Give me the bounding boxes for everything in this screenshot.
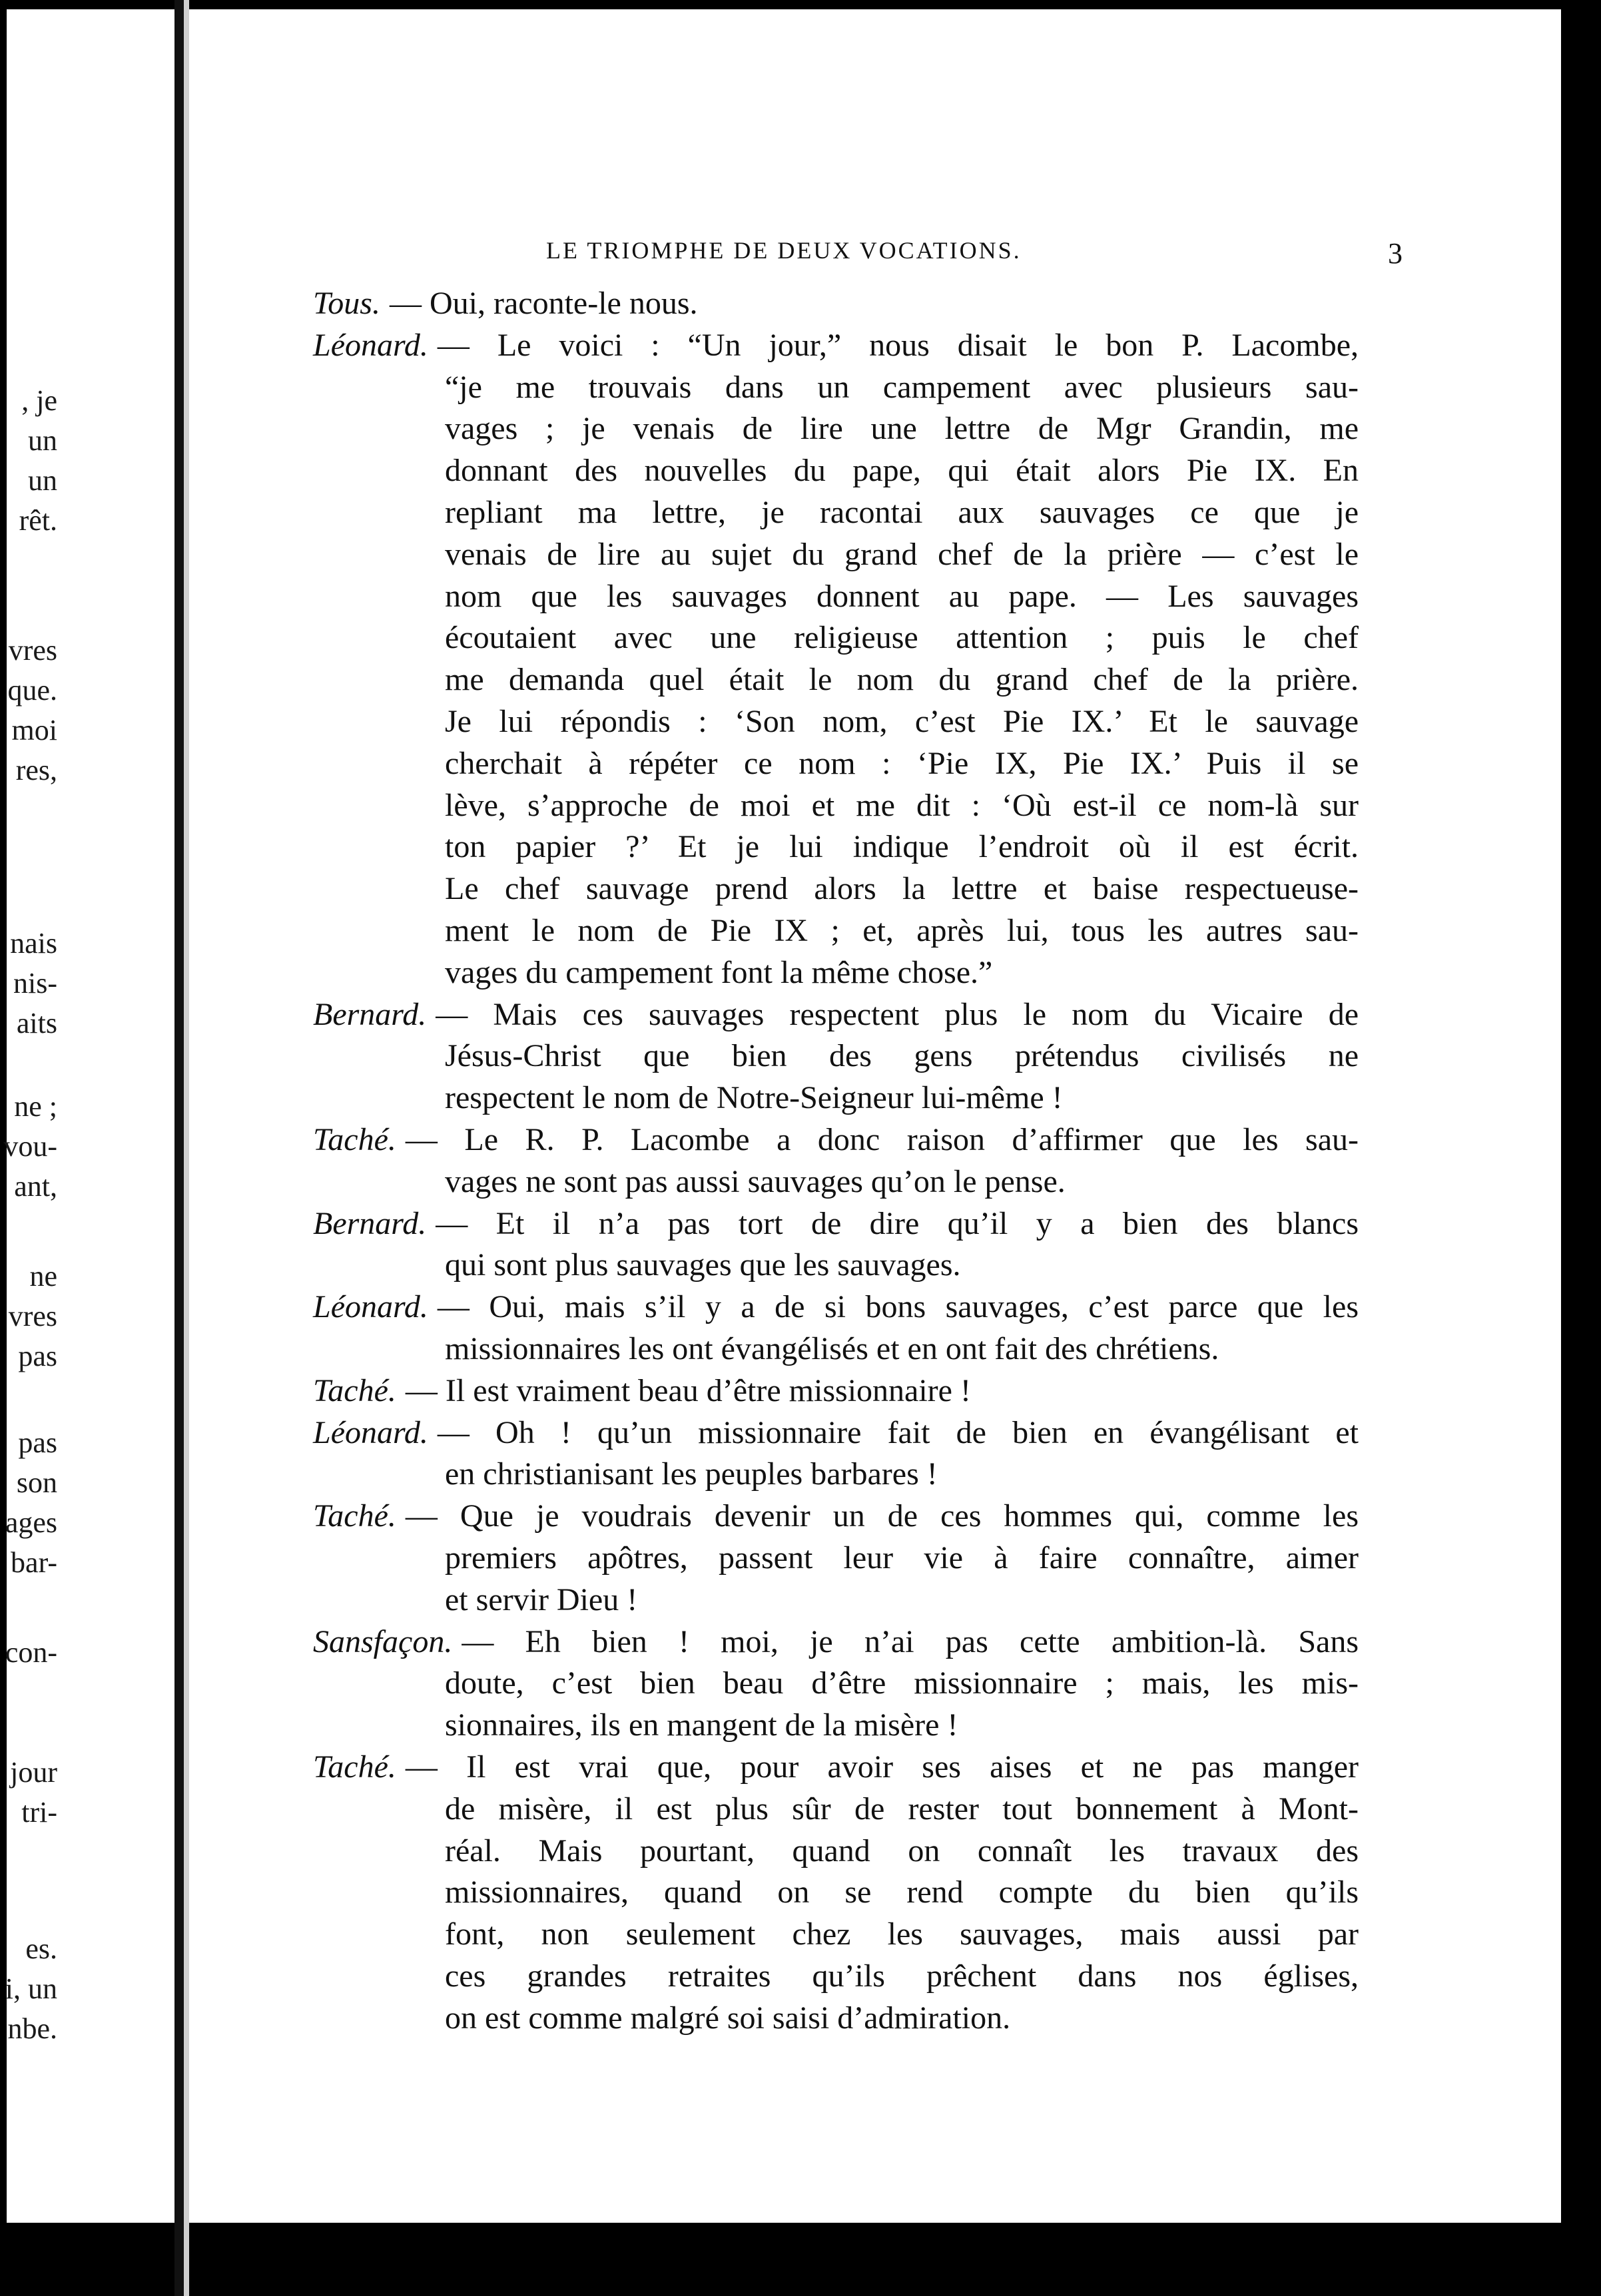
speaker-name: Léonard. bbox=[313, 328, 428, 363]
facing-page-fragment: ant, bbox=[14, 1170, 57, 1203]
facing-page-fragment: ages bbox=[5, 1506, 57, 1539]
facing-page-fragment: vres bbox=[8, 634, 57, 667]
facing-page-fragment: tri- bbox=[21, 1796, 57, 1829]
speaker-name: Léonard. bbox=[313, 1289, 428, 1324]
facing-page-fragment: nis- bbox=[13, 967, 57, 1000]
speaker-name: Léonard. bbox=[313, 1415, 428, 1450]
dialogue-line: missionnaires, quand on se rend compte du bien qu’ils bbox=[445, 1874, 1359, 1910]
dialogue-line: Jésus-Christ que bien des gens prétendus civilisés ne bbox=[445, 1038, 1359, 1073]
dialogue-line: vages du campement font la même chose.” bbox=[445, 955, 993, 990]
dialogue-line: en christianisant les peuples barbares ! bbox=[445, 1456, 938, 1492]
dialogue-line: “je me trouvais dans un campement avec plusieurs sau- bbox=[445, 370, 1359, 405]
speaker-name: Sansfaçon. bbox=[313, 1624, 453, 1659]
dialogue-line: lève, s’approche de moi et me dit : ‘Où est-il ce nom-là sur bbox=[445, 788, 1359, 823]
dialogue-line: — Il est vrai que, pour avoir ses aises et ne pas manger bbox=[405, 1749, 1359, 1785]
facing-page-fragment: ne bbox=[29, 1260, 57, 1292]
spine-shadow bbox=[184, 0, 189, 2296]
facing-page-fragment: bar- bbox=[11, 1546, 57, 1579]
dialogue-line: — Le R. P. Lacombe a donc raison d’affirmer que les sau- bbox=[405, 1122, 1359, 1157]
dialogue-line: — Et il n’a pas tort de dire qu’il y a bien des blancs bbox=[436, 1206, 1359, 1241]
dialogue-line: — Mais ces sauvages respectent plus le nom du Vicaire de bbox=[436, 997, 1359, 1032]
scan-border-top bbox=[0, 0, 1601, 9]
dialogue-line: — Que je voudrais devenir un de ces hommes qui, comme les bbox=[405, 1498, 1359, 1534]
facing-page-fragment: vou- bbox=[3, 1130, 57, 1163]
dialogue-line: repliant ma lettre, je racontai aux sauvages ce que je bbox=[445, 495, 1359, 530]
speaker-name: Bernard. bbox=[313, 997, 427, 1032]
facing-page-fragment: aits bbox=[16, 1007, 57, 1039]
dialogue-line: ton papier ?’ Et je lui indique l’endroit où il est écrit. bbox=[445, 829, 1359, 864]
facing-page-fragment: i, un bbox=[5, 1972, 57, 2005]
facing-page-fragment: pas bbox=[18, 1340, 57, 1372]
page-number: 3 bbox=[1388, 237, 1403, 270]
dialogue-line: écoutaient avec une religieuse attention ; puis le chef bbox=[445, 620, 1359, 655]
dialogue-line: de misère, il est plus sûr de rester tout bonnement à Mont- bbox=[445, 1791, 1359, 1827]
dialogue-line: ment le nom de Pie IX ; et, après lui, tous les autres sau- bbox=[445, 913, 1359, 948]
facing-page-fragment: un bbox=[28, 464, 57, 497]
facing-page-fragment: que. bbox=[7, 674, 57, 707]
speaker-name: Taché. bbox=[313, 1498, 396, 1534]
facing-page-fragment: con- bbox=[5, 1636, 57, 1669]
speaker-name: Taché. bbox=[313, 1749, 396, 1785]
dialogue-line: — Le voici : “Un jour,” nous disait le bon P. Lacombe, bbox=[437, 328, 1359, 363]
dialogue-line: on est comme malgré soi saisi d’admiration. bbox=[445, 2000, 1011, 2036]
facing-page-fragment: son bbox=[16, 1466, 57, 1499]
dialogue-line: sionnaires, ils en mangent de la misère ! bbox=[445, 1707, 958, 1743]
dialogue-line: Le chef sauvage prend alors la lettre et baise respectueuse- bbox=[445, 871, 1359, 906]
speaker-name: Taché. bbox=[313, 1373, 396, 1408]
scan-border-bottom bbox=[0, 2223, 1601, 2296]
facing-page-fragment: vres bbox=[8, 1300, 57, 1332]
dialogue-line: — Oui, raconte-le nous. bbox=[389, 286, 698, 321]
running-title: LE TRIOMPHE DE DEUX VOCATIONS. bbox=[546, 237, 1022, 264]
facing-page-fragment: rêt. bbox=[19, 504, 57, 537]
facing-page-fragment: res, bbox=[15, 754, 57, 786]
facing-page-fragment: moi bbox=[11, 714, 57, 746]
dialogue-line: respectent le nom de Notre-Seigneur lui-même ! bbox=[445, 1080, 1063, 1115]
dialogue-line: — Il est vraiment beau d’être missionnaire ! bbox=[405, 1373, 971, 1408]
dialogue-line: vages ; je venais de lire une lettre de Mgr Grandin, me bbox=[445, 411, 1359, 446]
speaker-name: Tous. bbox=[313, 286, 380, 321]
scan-border-right bbox=[1561, 0, 1601, 2296]
dialogue-line: font, non seulement chez les sauvages, mais aussi par bbox=[445, 1916, 1359, 1952]
speaker-name: Bernard. bbox=[313, 1206, 427, 1241]
facing-page-fragment: un bbox=[28, 424, 57, 457]
dialogue-line: ces grandes retraites qu’ils prêchent dans nos églises, bbox=[445, 1958, 1359, 1994]
facing-page-fragment: , je bbox=[21, 384, 57, 417]
dialogue-line: vages ne sont pas aussi sauvages qu’on le pense. bbox=[445, 1164, 1066, 1199]
facing-page-fragment: nbe. bbox=[7, 2012, 57, 2045]
dialogue-line: qui sont plus sauvages que les sauvages. bbox=[445, 1247, 961, 1283]
facing-page-fragment: pas bbox=[18, 1426, 57, 1459]
facing-page-fragment: nais bbox=[10, 927, 57, 960]
dialogue-line: venais de lire au sujet du grand chef de la prière — c’est le bbox=[445, 537, 1359, 572]
dialogue-line: doute, c’est bien beau d’être missionnaire ; mais, les mis- bbox=[445, 1665, 1359, 1701]
dialogue-line: — Eh bien ! moi, je n’ai pas cette ambition-là. Sans bbox=[462, 1624, 1359, 1659]
dialogue-line: et servir Dieu ! bbox=[445, 1582, 638, 1617]
dialogue-line: nom que les sauvages donnent au pape. — Les sauvages bbox=[445, 579, 1359, 614]
speaker-name: Taché. bbox=[313, 1122, 396, 1157]
dialogue-line: missionnaires les ont évangélisés et en ont fait des chrétiens. bbox=[445, 1331, 1219, 1366]
dialogue-line: me demanda quel était le nom du grand chef de la prière. bbox=[445, 662, 1359, 697]
dialogue-line: réal. Mais pourtant, quand on connaît les travaux des bbox=[445, 1833, 1359, 1868]
facing-page-fragment: es. bbox=[25, 1932, 57, 1965]
dialogue-line: donnant des nouvelles du pape, qui était alors Pie IX. En bbox=[445, 453, 1359, 488]
dialogue-line: — Oh ! qu’un missionnaire fait de bien en évangélisant et bbox=[437, 1415, 1359, 1450]
book-spine bbox=[174, 0, 184, 2296]
dialogue-line: premiers apôtres, passent leur vie à faire connaître, aimer bbox=[445, 1540, 1359, 1576]
dialogue-line: — Oui, mais s’il y a de si bons sauvages, c’est parce que les bbox=[437, 1289, 1359, 1324]
dialogue-line: Je lui répondis : ‘Son nom, c’est Pie IX.’ Et le sauvage bbox=[445, 704, 1359, 739]
dialogue-line: cherchait à répéter ce nom : ‘Pie IX, Pie IX.’ Puis il se bbox=[445, 746, 1359, 781]
facing-page-fragment: jour bbox=[10, 1756, 57, 1789]
facing-page-fragment: ne ; bbox=[14, 1090, 57, 1123]
